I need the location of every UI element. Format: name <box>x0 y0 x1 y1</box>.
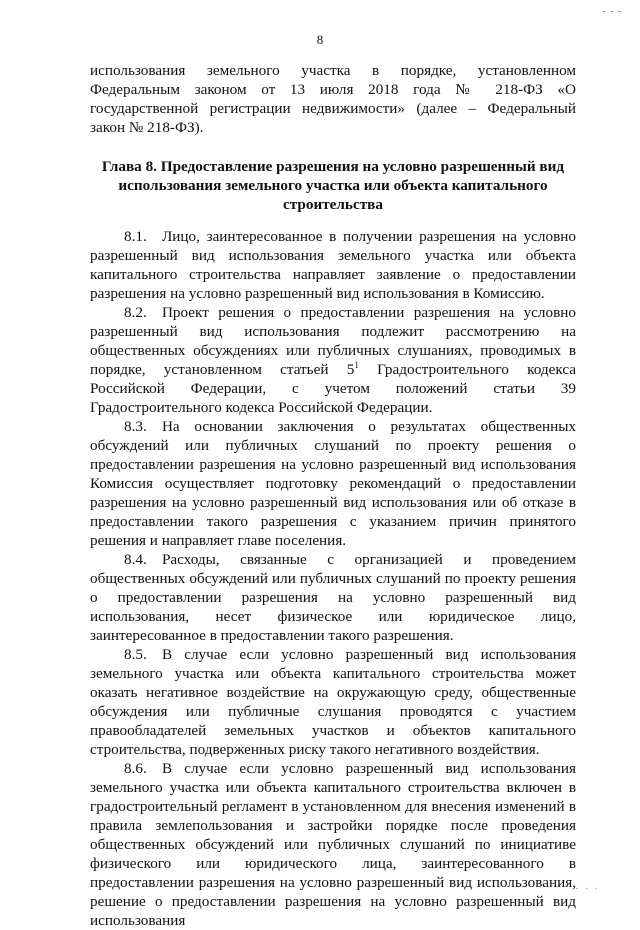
paragraph-8-4: 8.4. Расходы, связанные с организацией и проведением общественных обсуждений или публичных слушаний по проекту решения о предоставлении разрешения на условно разрешенный вид использования, несет физическое или юридическое лицо, заинтересованное в предоставлении такого разрешения. <box>90 551 576 644</box>
paragraph-8-1: 8.1. Лицо, заинтересованное в получении разрешения на условно разрешенный вид использования земельного участка или объекта капитального строительства направляет заявление о предоставлении разрешения на условно разрешенный вид использования в Комиссию. <box>90 228 576 302</box>
paragraph-8-5: 8.5. В случае если условно разрешенный вид использования земельного участка или объекта капитального строительства может оказать негативное воздействие на окружающую среду, общественные обсуждения или публичные слушания проводятся с участием правообладателей земельных участков и объектов капитального строительства, подверженных риску такого негативного воздействия. <box>90 646 576 758</box>
paragraph-8-6: 8.6. В случае если условно разрешенный вид использования земельного участка или объекта капитального строительства включен в градостроительный регламент в установленном для внесения изменений в правила землепользования и застройки порядке после проведения общественных обсуждений или публичных слушаний по инициативе физического или юридического лица, заинтересованного в предоставлении разрешения на условно разрешенный вид использования, решение о предоставлении разрешения на условно разрешенный вид использования <box>90 760 576 929</box>
paragraph-8-3: 8.3. На основании заключения о результатах общественных обсуждений или публичных слушаний по проекту решения о предоставлении разрешения на условно разрешенный вид использования Комиссия осуществляет подготовку рекомендаций о предоставлении разрешения на условно разрешенный вид использования или об отказе в предоставлении такого разрешения с указанием причин принятого решения и направляет главе поселения. <box>90 418 576 549</box>
bottom-mark: · · · <box>575 884 600 895</box>
paragraph-8-2-text-start: 8.2. Проект решения о предоставлении разрешения на условно разрешенный вид использования подлежит рассмотрению на общественных обсуждениях или публичных слушаниях, проводимых в порядке, установленном статьей 5 <box>90 304 576 378</box>
paragraph-8-2 <box>90 303 576 417</box>
article-superscript: 1 <box>354 360 359 370</box>
intro-paragraph: использования земельного участка в порядке, установленном Федеральным законом от 13 июля 2018 года № 218-ФЗ «О государственной регистрации недвижимости» (далее – Федеральный закон № 218-ФЗ). <box>90 62 576 136</box>
document-body <box>90 61 576 930</box>
paragraph-8-2-text-end: Градостроительного кодекса Российской Федерации, с учетом положений статьи 39 Градостроительного кодекса Российской Федерации. <box>90 361 576 416</box>
chapter-heading: Глава 8. Предоставление разрешения на условно разрешенный вид использования земельного участка или объекта капитального строительства <box>101 158 565 213</box>
corner-mark: - - - <box>602 6 622 17</box>
page-number: 8 <box>316 32 324 47</box>
